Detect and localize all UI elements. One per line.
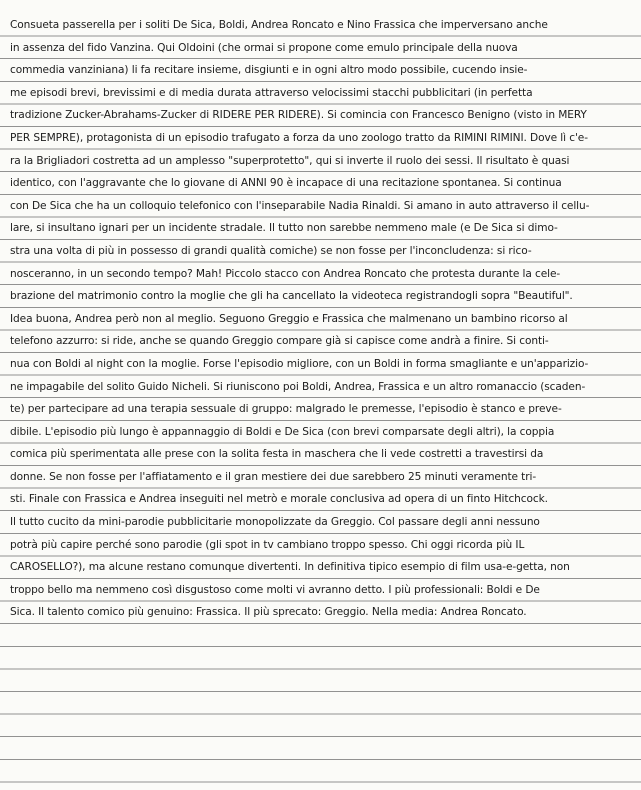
text-line: lare, si insultano ignari per un incidente stradale. Il tutto non sarebbe nemmeno male (e De Sica si dimo- (10, 222, 558, 235)
text-line: in assenza del fido Vanzina. Qui Oldoini (che ormai si propone come emulo principale della nuova (10, 41, 518, 54)
text-line: PER SEMPRE), protagonista di un episodio trafugato a forza da uno zoologo tratto da RIMINI RIMINI. Dove lì c'e- (10, 131, 588, 144)
text-line: brazione del matrimonio contro la moglie che gli ha cancellato la videoteca registrandogli sopra "Beautiful". (10, 290, 573, 303)
text-line: troppo bello ma nemmeno così disgustoso come molti vi avranno detto. I più professionali: Boldi e De (10, 583, 540, 596)
text-line: potrà più capire perché sono parodie (gli spot in tv cambiano troppo spesso. Chi oggi ricorda più IL (10, 538, 525, 551)
text-line: identico, con l'aggravante che lo giovane di ANNI 90 è incapace di una recitazione spontanea. Si continua (10, 177, 562, 190)
text-line: donne. Se non fosse per l'affiatamento e il gran mestiere dei due sarebbero 25 minuti veramente tri- (10, 470, 537, 483)
text-line: nua con Boldi al night con la moglie. Forse l'episodio migliore, con un Boldi in forma smagliante e un'apparizio- (10, 357, 589, 370)
text-line: telefono azzurro: si ride, anche se quando Greggio compare già si capisce come andrà a finire. Si conti- (10, 335, 549, 348)
text-line: nosceranno, in un secondo tempo? Mah! Piccolo stacco con Andrea Roncato che protesta durante la cele- (10, 267, 561, 280)
text-line: ne impagabile del solito Guido Nicheli. Si riuniscono poi Boldi, Andrea, Frassica e un altro romanaccio (scaden- (10, 380, 586, 393)
text-line: te) per partecipare ad una terapia sessuale di gruppo: malgrado le premesse, l'episodio è stanco e preve- (10, 403, 562, 416)
text-line: me episodi brevi, brevissimi e di media durata attraverso velocissimi stacchi pubblicitari (in perfetta (10, 86, 533, 99)
text-line: stra una volta di più in possesso di grandi qualità comiche) se non fosse per l'inconcludenza: si rico- (10, 244, 532, 257)
text-line: Il tutto cucito da mini-parodie pubblicitarie monopolizzate da Greggio. Col passare degli anni nessuno (10, 516, 540, 529)
text-line: comica più sperimentata alle prese con la solita festa in maschera che li vede costretti a travestirsi da (10, 448, 544, 461)
text-line: commedia vanziniana) li fa recitare insieme, disgiunti e in ogni altro modo possibile, cucendo insie- (10, 64, 528, 77)
text-line: dibile. L'episodio più lungo è appannaggio di Boldi e De Sica (con brevi comparsate degli altri), la coppia (10, 425, 555, 438)
text-line: Consueta passerella per i soliti De Sica, Boldi, Andrea Roncato e Nino Frassica che imperversano anche (10, 19, 548, 31)
text-line: Idea buona, Andrea però non al meglio. Seguono Greggio e Frassica che malmenano un bambino ricorso al (10, 312, 568, 325)
text-line: tradizione Zucker-Abrahams-Zucker di RIDERE PER RIDERE). Si comincia con Francesco Benigno (visto in MERY (10, 109, 587, 122)
text-lines (10, 14, 636, 624)
text-line: ra la Brigliadori costretta ad un amplesso "superprotetto", qui si inverte il ruolo dei sessi. Il risultato è quasi (10, 154, 570, 167)
text-line: sti. Finale con Frassica e Andrea inseguiti nel metrò e morale conclusiva ad opera di un finto Hitchcock. (10, 493, 548, 506)
text-line: con De Sica che ha un colloquio telefonico con l'inseparabile Nadia Rinaldi. Si amano in auto attraverso il cellu- (10, 199, 590, 212)
text-line: CAROSELLO?), ma alcune restano comunque divertenti. In definitiva tipico esempio di film usa-e-getta, non (10, 561, 570, 574)
text-line: Sica. Il talento comico più genuino: Frassica. Il più sprecato: Greggio. Nella media: Andrea Roncato. (10, 606, 527, 619)
